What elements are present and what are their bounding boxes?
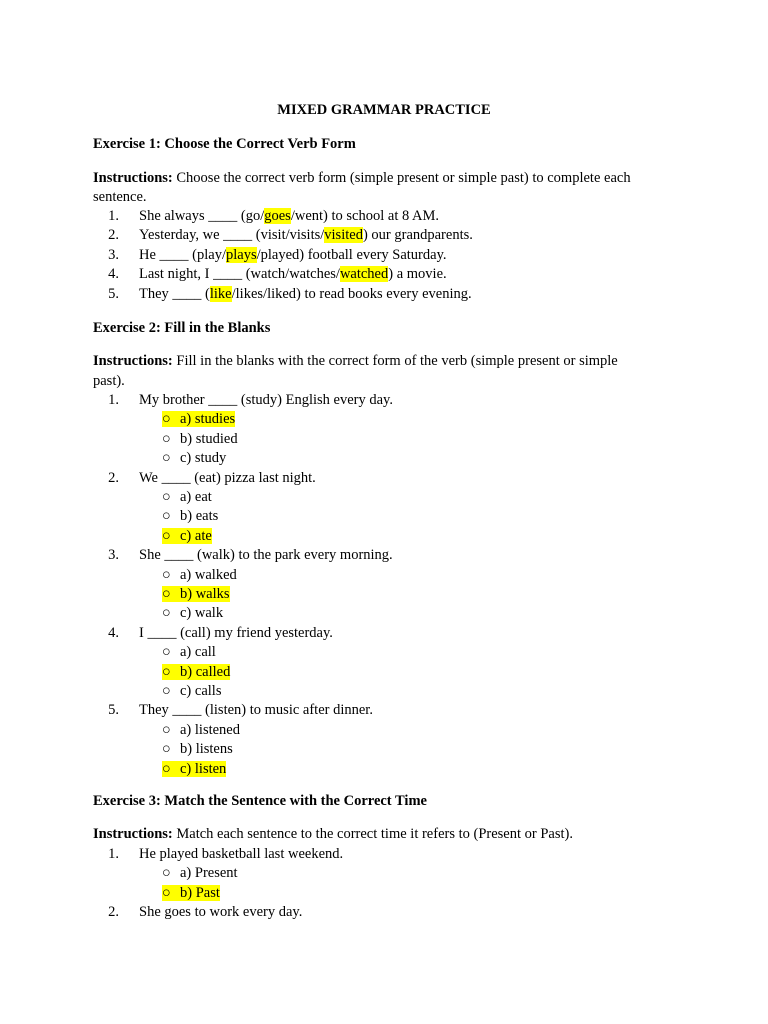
option [162,760,226,779]
list-number: 1. [108,392,119,408]
option-text [162,741,233,757]
highlighted-option [162,664,230,680]
instructions-text: Choose the correct verb form (simple present or simple past) to complete each [172,170,631,186]
instructions [93,352,618,371]
option [162,682,221,701]
list-number: 5. [108,702,119,719]
option-text [162,683,221,699]
circle-bullet-icon: ○ [162,605,171,622]
circle-bullet-icon: ○ [162,644,171,661]
exercise-3-item: She goes to work every day. [139,904,303,921]
item-text-before: They ____ ( [139,285,210,302]
option [162,864,238,883]
list-number: 2. [108,227,119,244]
option-label: a) call [180,644,216,661]
option-label: b) Past [180,884,220,901]
exercise-1-item [139,265,447,284]
circle-bullet-icon: ○ [162,741,171,758]
option [162,663,230,682]
circle-bullet-icon: ○ [162,760,171,777]
option [162,884,220,903]
circle-bullet-icon: ○ [162,527,171,544]
list-number: 4. [108,266,119,283]
highlighted-option [162,885,220,901]
option-label: c) ate [180,527,212,544]
option-label: c) study [180,450,227,467]
instructions [93,825,573,844]
circle-bullet-icon: ○ [162,884,171,901]
instructions-text: Fill in the blanks with the correct form of the verb (simple present or simple [172,353,618,369]
list-number: 2. [108,904,119,921]
circle-bullet-icon: ○ [162,865,171,882]
circle-bullet-icon: ○ [162,489,171,505]
option-text [162,567,237,583]
exercise-2-item: I ____ (call) my friend yesterday. [139,624,333,641]
instructions-label: Instructions: [93,353,173,369]
circle-bullet-icon: ○ [162,430,171,447]
page-title: MIXED GRAMMAR PRACTICE [277,102,491,118]
highlighted-option [162,411,235,427]
instructions [93,169,631,188]
item-text-after: /likes/liked) to read books every evening. [231,285,472,302]
exercise-1-item [139,246,447,265]
circle-bullet-icon: ○ [162,663,171,680]
item-text-after: ) our grandparents. [362,227,473,244]
option [162,585,230,604]
highlighted-answer: goes [264,208,291,224]
list-number: 2. [108,469,119,486]
option [162,566,237,585]
option-text [162,865,238,881]
option-label: a) studies [180,411,236,428]
item-text-after: ) a movie. [388,266,447,283]
option [162,527,212,546]
instructions-continuation: past). [93,373,125,389]
list-number: 4. [108,624,119,641]
option-label: b) studied [180,430,238,447]
option-text [162,644,216,660]
option-text [162,605,223,621]
exercise-3-heading: Exercise 3: Match the Sentence with the Correct Time [93,793,427,809]
option [162,740,233,759]
item-text-before: He ____ (play/ [139,246,226,263]
option-text [162,722,240,738]
option-text [162,489,212,505]
highlighted-option [162,761,226,777]
exercise-1-heading: Exercise 1: Choose the Correct Verb Form [93,136,356,152]
option-label: c) walk [180,605,224,622]
exercise-2-heading: Exercise 2: Fill in the Blanks [93,320,271,336]
option-label: a) listened [180,721,240,738]
option [162,488,212,507]
option-label: a) Present [180,865,238,882]
exercise-2-item: We ____ (eat) pizza last night. [139,469,316,486]
highlighted-answer: like [209,285,232,302]
option-label: a) eat [180,489,212,505]
option-text [162,508,218,524]
option-label: c) listen [180,760,227,777]
circle-bullet-icon: ○ [162,586,171,602]
option [162,430,238,449]
list-number: 1. [108,846,119,862]
option-label: b) walks [180,586,230,602]
instructions-label: Instructions: [93,826,173,842]
list-number: 5. [108,285,119,302]
exercise-1-item [139,285,472,304]
item-text-before: Last night, I ____ (watch/watches/ [139,266,340,283]
option-text [162,450,226,466]
exercise-3-item: He played basketball last weekend. [139,846,344,862]
instructions-continuation: sentence. [93,189,147,205]
option-label: a) walked [180,566,237,583]
highlighted-answer: visited [324,227,363,244]
list-number: 3. [108,246,119,263]
circle-bullet-icon: ○ [162,683,171,699]
option-label: b) listens [180,741,233,758]
option [162,410,235,429]
exercise-2-item: My brother ____ (study) English every day. [139,392,393,408]
circle-bullet-icon: ○ [162,508,171,525]
item-text-after: /played) football every Saturday. [256,246,447,263]
exercise-2-item: She ____ (walk) to the park every morning. [139,547,393,564]
option [162,721,240,740]
instructions-label: Instructions: [93,170,173,186]
option-label: c) calls [180,683,222,699]
option-label: b) called [180,663,231,680]
list-number: 3. [108,547,119,564]
item-text-after: /went) to school at 8 AM. [290,208,440,224]
option [162,449,226,468]
option [162,604,223,623]
circle-bullet-icon: ○ [162,566,171,583]
exercise-1-item [139,207,439,226]
highlighted-answer: plays [225,246,257,263]
option-label: b) eats [180,508,219,525]
option [162,643,216,662]
circle-bullet-icon: ○ [162,450,171,467]
list-number: 1. [108,208,119,224]
exercise-1-item [139,226,473,245]
item-text-before: She always ____ (go/ [139,208,265,224]
circle-bullet-icon: ○ [162,411,171,428]
highlighted-option [162,586,230,602]
highlighted-option [162,528,212,544]
exercise-2-item: They ____ (listen) to music after dinner. [139,702,373,719]
instructions-text: Match each sentence to the correct time it refers to (Present or Past). [172,826,573,842]
option [162,507,218,526]
option-text [162,431,238,447]
circle-bullet-icon: ○ [162,721,171,738]
item-text-before: Yesterday, we ____ (visit/visits/ [139,227,325,244]
highlighted-answer: watched [339,266,389,283]
